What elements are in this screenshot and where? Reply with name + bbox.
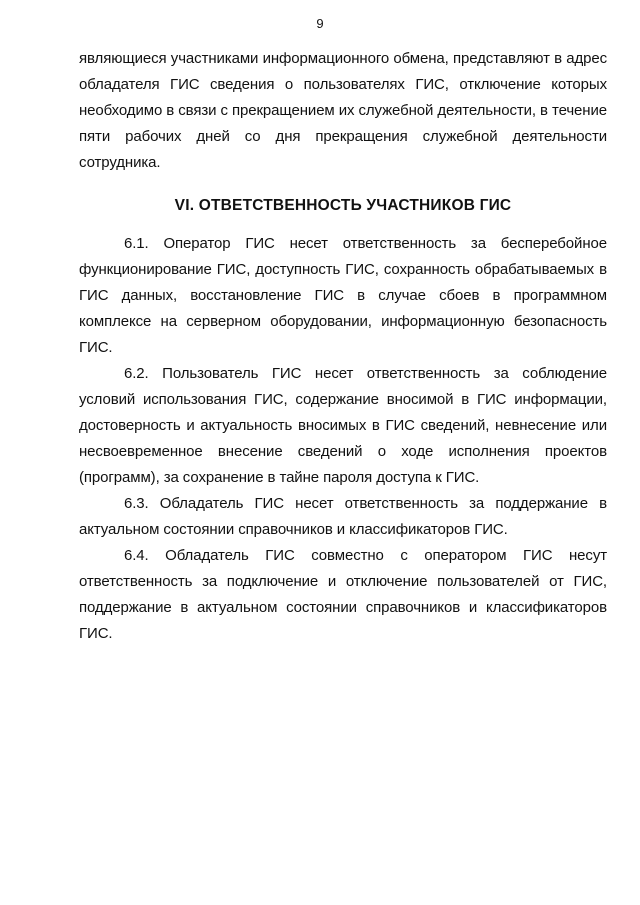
document-body — [79, 46, 607, 647]
section-heading: VI. ОТВЕТСТВЕННОСТЬ УЧАСТНИКОВ ГИС — [174, 197, 512, 214]
paragraph-6-4: 6.4. Обладатель ГИС совместно с оператором ГИС несут ответственность за подключение и отключение пользователей от ГИС, поддержание в актуальном состоянии справочников и классификаторов ГИС. — [79, 547, 607, 642]
page-number: 9 — [316, 16, 324, 31]
paragraph-6-2: 6.2. Пользователь ГИС несет ответственность за соблюдение условий использования ГИС, содержание вносимой в ГИС информации, достоверность и актуальность вносимых в ГИС сведений, невнесение или несвоевременное внесение сведений о ходе исполнения проектов (программ), за сохранение в тайне пароля доступа к ГИС. — [79, 365, 607, 486]
paragraph-6-3: 6.3. Обладатель ГИС несет ответственность за поддержание в актуальном состоянии справочников и классификаторов ГИС. — [79, 495, 607, 538]
continuation-paragraph: являющиеся участниками информационного обмена, представляют в адрес обладателя ГИС сведения о пользователях ГИС, отключение которых необходимо в связи с прекращением их служебной деятельности, в течение пяти рабочих дней со дня прекращения служебной деятельности сотрудника. — [79, 50, 607, 171]
paragraph-6-1: 6.1. Оператор ГИС несет ответственность за бесперебойное функционирование ГИС, доступность ГИС, сохранность обрабатываемых в ГИС данных, восстановление ГИС в случае сбоев в программном комплексе на серверном оборудовании, информационную безопасность ГИС. — [79, 235, 607, 356]
